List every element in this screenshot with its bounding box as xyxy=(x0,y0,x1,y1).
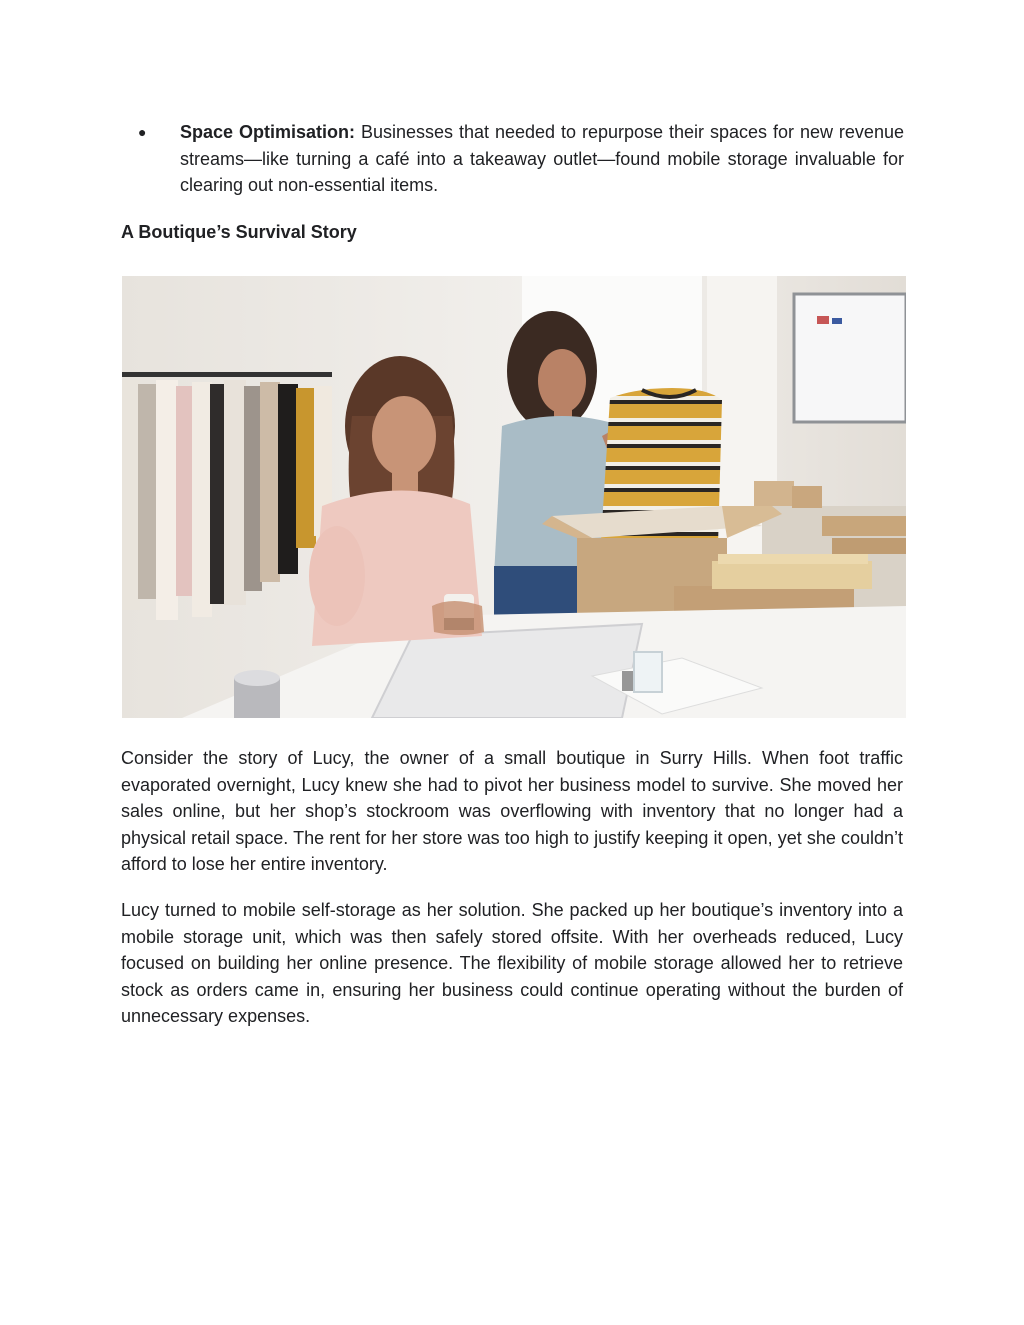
paragraph-lucy-solution: Lucy turned to mobile self-storage as her solution. She packed up her boutique’s inventory into a mobile storage unit, which was then safely stored offsite. With her overheads reduced, Lucy focused on building her online presence. The flexibility of mobile storage allowed her to retrieve stock as orders came in, ensuring her business could continue operating without the burden of unnecessary expenses. xyxy=(121,900,903,1026)
bullet-marker: ● xyxy=(138,124,147,140)
boutique-photo-illustration xyxy=(122,276,906,718)
photo-clothes-rack xyxy=(122,372,332,377)
photo-glass xyxy=(634,652,662,692)
photo-envelope-stack xyxy=(712,561,872,589)
paragraph-lucy-story: Consider the story of Lucy, the owner of a small boutique in Surry Hills. When foot traffic evaporated overnight, Lucy knew she had to pivot her business model to survive. She moved her sales online, but her shop’s stockroom was overflowing with inventory that no longer had a physical retail space. The rent for her store was too high to justify keeping it open, yet she couldn’t afford to lose her entire inventory. xyxy=(121,748,903,874)
photo-whiteboard xyxy=(794,294,906,422)
photo-small-boxes xyxy=(754,481,794,506)
section-heading: A Boutique’s Survival Story xyxy=(121,222,357,242)
bullet-text xyxy=(180,119,904,199)
boutique-photo xyxy=(122,276,906,718)
bullet-item-space-optimisation xyxy=(138,119,904,199)
bullet-label: Space Optimisation: xyxy=(180,122,355,142)
bullet-body: Businesses that needed to repurpose their spaces for new revenue streams—like turning a café into a takeaway outlet—found mobile storage invaluable for clearing out non-essential items. xyxy=(180,122,904,195)
